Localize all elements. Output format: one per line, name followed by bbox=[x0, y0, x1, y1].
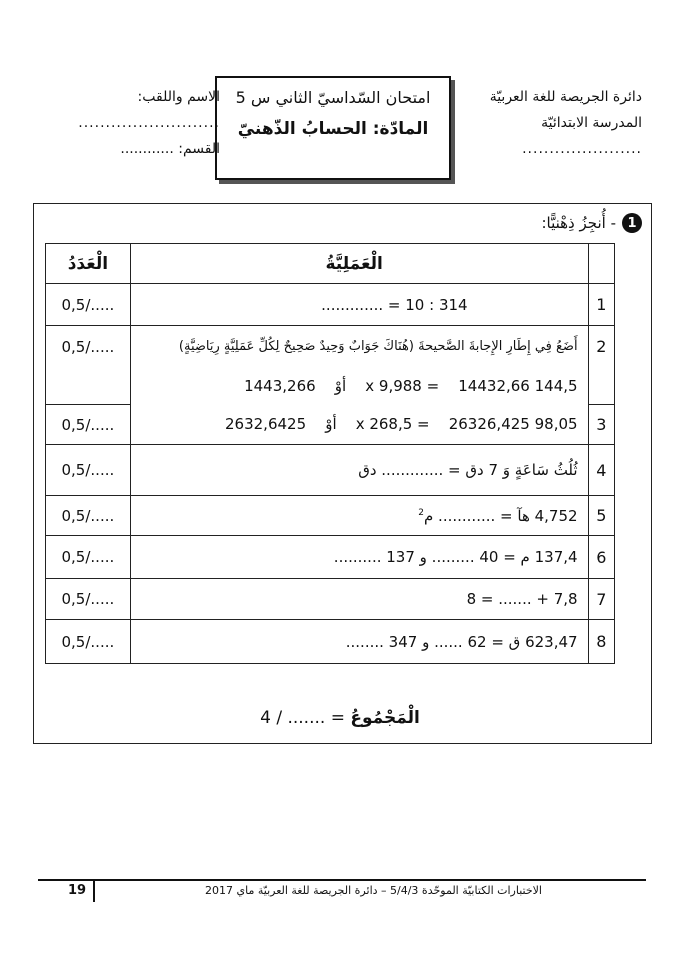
school-dots: ...................... bbox=[522, 141, 642, 157]
table-header-row bbox=[46, 244, 615, 284]
operation-lhs: 144,5 x 9,988 = bbox=[365, 377, 578, 395]
choice-a[interactable]: 26326,425 bbox=[448, 415, 530, 434]
operation-cell bbox=[130, 405, 588, 445]
table-row bbox=[46, 326, 615, 368]
operation-text: 137,4 م = 40 ......... و 137 .......... bbox=[333, 548, 578, 566]
col-index-header bbox=[588, 244, 614, 284]
row-number: 8 bbox=[588, 620, 614, 664]
exam-title: امتحان السّداسيّ الثاني س 5 bbox=[235, 88, 431, 107]
district-name: دائرة الجريصة للغة العربيّة bbox=[489, 89, 642, 105]
score-cell[interactable]: 0,5/..... bbox=[46, 496, 131, 536]
table-row bbox=[46, 620, 615, 664]
superscript: 2 bbox=[418, 507, 424, 518]
operation-cell bbox=[130, 368, 588, 405]
score-cell[interactable]: 0,5/..... bbox=[46, 405, 131, 445]
footer-text: الاختبارات الكتابيّة الموحّدة 5/4/3 – دائرة الجريصة للغة العربيّة ماي 2017 bbox=[205, 884, 542, 897]
operation-text: 623,47 ق = 62 ...... و 347 ........ bbox=[345, 632, 578, 651]
footer-separator bbox=[93, 880, 95, 902]
operation-cell bbox=[130, 579, 588, 620]
school-name: المدرسة الابتدائيّة bbox=[541, 115, 642, 131]
row-number: 5 bbox=[588, 496, 614, 536]
total-value[interactable]: = ....... / 4 bbox=[260, 708, 345, 728]
subject-name: الحسابُ الذّهنيّ bbox=[237, 119, 367, 139]
name-field[interactable]: .......................... bbox=[78, 115, 220, 131]
score-cell[interactable]: 0,5/..... bbox=[46, 579, 131, 620]
choice-b[interactable]: 2632,6425 bbox=[225, 415, 307, 434]
question-heading bbox=[541, 213, 642, 233]
score-cell[interactable]: 0,5/..... bbox=[46, 620, 131, 664]
operation-text: 7,8 + ....... = 8 bbox=[466, 590, 578, 608]
or-word: أوْ bbox=[325, 415, 337, 434]
instruction-cell: أَضَعُ فِي إِطَارِ الإِجابةَ الصَّحيحةَ (هُنَاكَ جَوَابٌ وَحِيدٌ صَحِيحٌ لِكُلِّ عَمَلِيَّةٍ رِيَاضِيَّةٍ) bbox=[130, 326, 588, 368]
row-number: 4 bbox=[588, 445, 614, 496]
exam-title-box bbox=[215, 76, 451, 180]
operation-cell bbox=[130, 496, 588, 536]
table-row bbox=[46, 496, 615, 536]
exam-subject bbox=[217, 119, 449, 139]
operation-text: 4,752 هآ = ............ م bbox=[424, 506, 578, 525]
choice-b[interactable]: 1443,266 bbox=[244, 377, 316, 395]
or-word: أوْ bbox=[334, 377, 347, 395]
student-info bbox=[40, 84, 220, 162]
score-cell[interactable]: 0,5/..... bbox=[46, 284, 131, 326]
operation-cell bbox=[130, 536, 588, 579]
subject-label: المادّة: bbox=[372, 119, 429, 139]
table-row bbox=[46, 368, 615, 405]
operation-cell bbox=[130, 284, 588, 326]
col-number-header: الْعَدَدُ bbox=[46, 244, 131, 284]
question-number: 1 bbox=[622, 213, 642, 233]
total-label: الْمَجْمُوعُ bbox=[350, 708, 420, 728]
question-prompt: - أُنجِزُ ذِهْنيًّا: bbox=[541, 214, 616, 232]
row-number: 2 bbox=[588, 326, 614, 368]
row-number: 7 bbox=[588, 579, 614, 620]
footer-divider bbox=[38, 879, 646, 881]
section-line bbox=[40, 136, 220, 162]
score-cell[interactable]: 0,5/..... bbox=[46, 445, 131, 496]
operation-text: 314 : 10 = ............. bbox=[321, 295, 468, 314]
section-label: القسم: bbox=[178, 141, 220, 157]
row-number: 6 bbox=[588, 536, 614, 579]
score-cell-blank bbox=[46, 368, 131, 405]
table-row bbox=[46, 536, 615, 579]
score-cell[interactable]: 0,5/..... bbox=[46, 326, 131, 368]
total-line bbox=[240, 708, 440, 728]
operation-cell bbox=[130, 445, 588, 496]
table-row bbox=[46, 579, 615, 620]
table-row bbox=[46, 445, 615, 496]
operation-lhs: 98,05 x 268,5 = bbox=[355, 415, 578, 434]
score-cell[interactable]: 0,5/..... bbox=[46, 536, 131, 579]
operation-text: ثُلُثُ سَاعَةٍ وَ 7 دق = ............. دق bbox=[358, 461, 578, 479]
section-field[interactable]: ............ bbox=[120, 141, 174, 157]
operation-cell bbox=[130, 620, 588, 664]
table-row bbox=[46, 284, 615, 326]
choice-a[interactable]: 14432,66 bbox=[458, 377, 530, 395]
page-number: 19 bbox=[68, 883, 87, 898]
table-row bbox=[46, 405, 615, 445]
row-number: 3 bbox=[588, 405, 614, 445]
name-label: الاسم واللقب: bbox=[137, 89, 220, 105]
col-operation-header: الْعَمَلِيَّةُ bbox=[130, 244, 588, 284]
operations-table bbox=[45, 243, 615, 664]
row-number bbox=[588, 368, 614, 405]
row-number: 1 bbox=[588, 284, 614, 326]
